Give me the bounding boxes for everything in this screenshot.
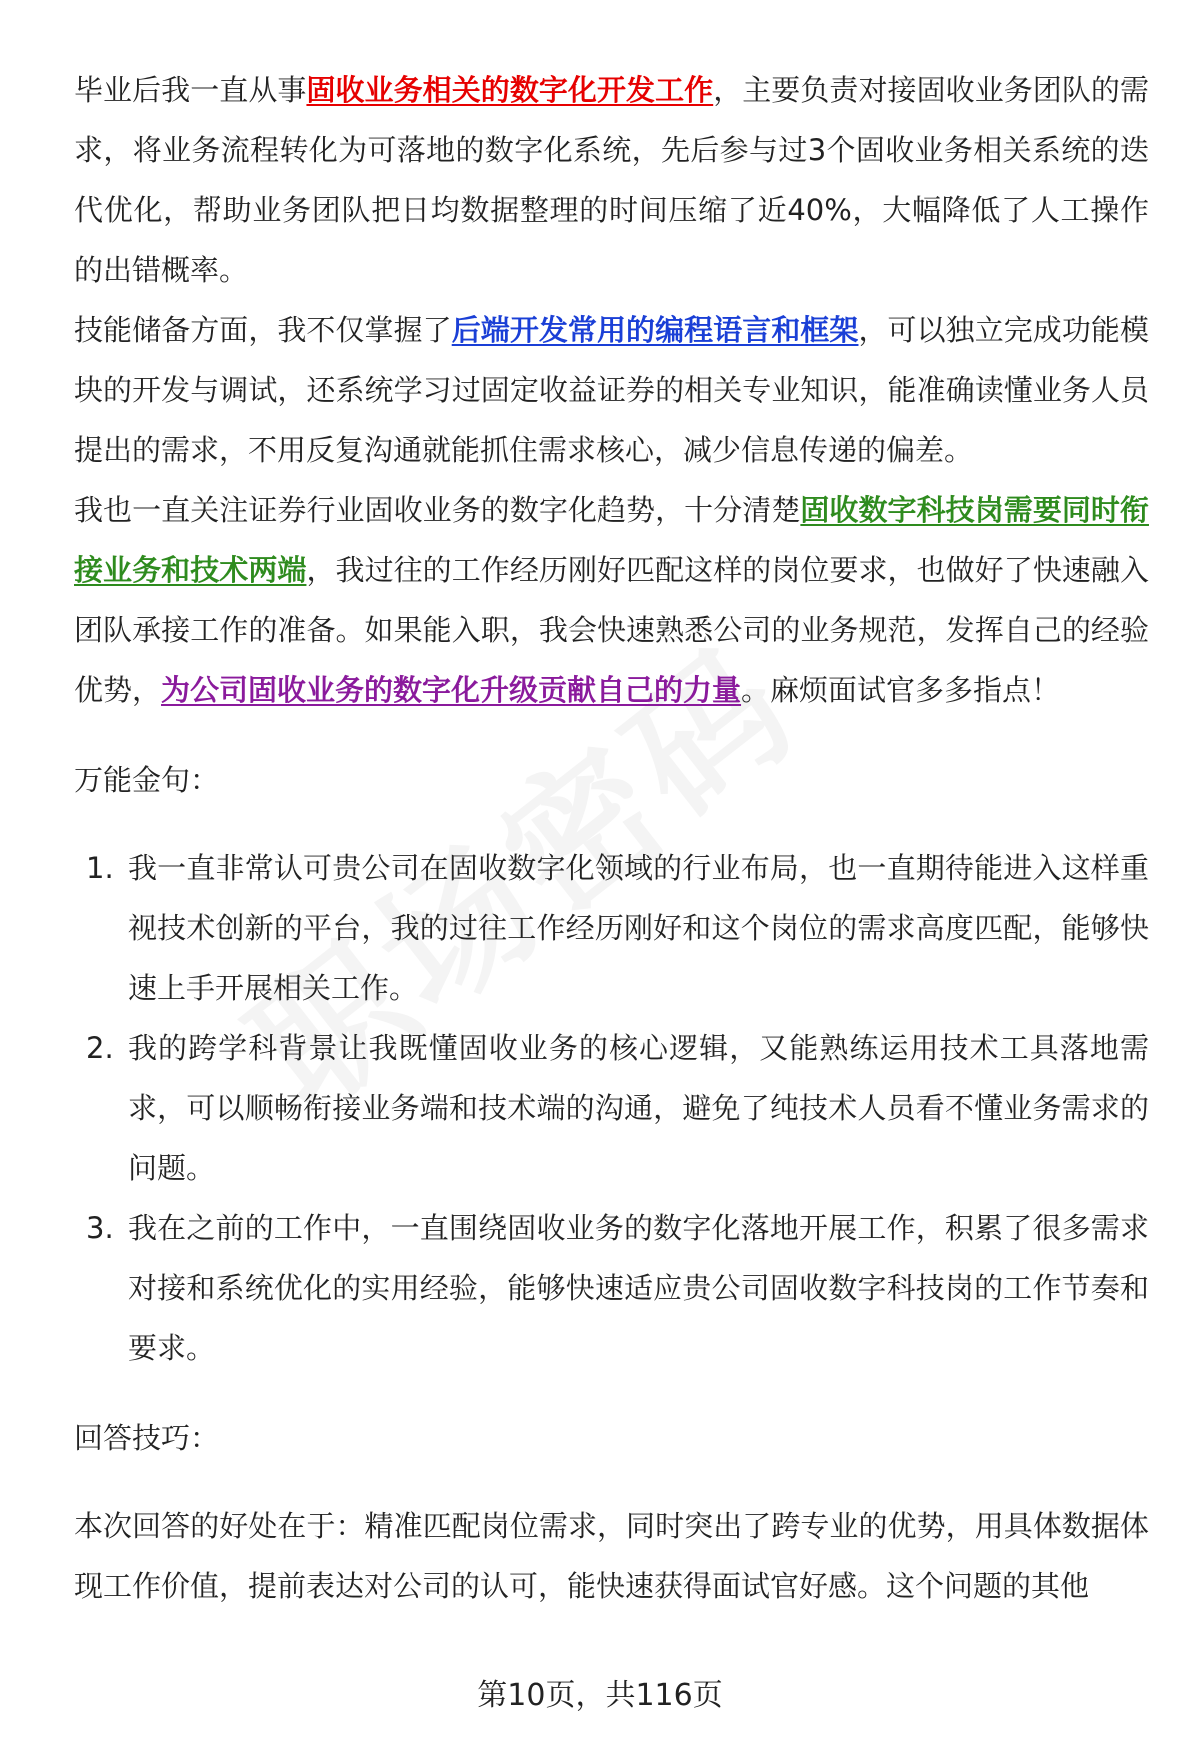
intro-p3-mid: ，我过往的工作经历刚好匹配这样的岗位要求，也做好了快速融入团队承接工作的准备。如果能入职，我会快速熟悉公司的业务规范，发挥自己的经验优势， [74, 553, 1149, 707]
intro-p1-pre: 毕业后我一直从事 [74, 73, 307, 107]
list-item [74, 1018, 1149, 1198]
answer-tips-heading: 回答技巧： [74, 1421, 220, 1455]
list-item-number: 3. [86, 1211, 114, 1245]
list-item-text: 我的跨学科背景让我既懂固收业务的核心逻辑，又能熟练运用技术工具落地需求，可以顺畅衔接业务端和技术端的沟通，避免了纯技术人员看不懂业务需求的问题。 [128, 1031, 1149, 1185]
intro-paragraph-3 [74, 480, 1149, 720]
intro-p2-pre: 技能储备方面，我不仅掌握了 [74, 313, 452, 347]
intro-p3-pre: 我也一直关注证券行业固收业务的数字化趋势，十分清楚 [74, 493, 801, 527]
intro-p1-post: ，主要负责对接固收业务团队的需求，将业务流程转化为可落地的数字化系统，先后参与过3个固收业务相关系统的迭代优化，帮助业务团队把日均数据整理的时间压缩了近40%，大幅降低了人工操作的出错概率。 [74, 73, 1149, 287]
list-item-text: 我一直非常认可贵公司在固收数字化领域的行业布局，也一直期待能进入这样重视技术创新的平台，我的过往工作经历刚好和这个岗位的需求高度匹配，能够快速上手开展相关工作。 [128, 851, 1149, 1005]
golden-sentences-list [74, 838, 1149, 1378]
list-item-text: 我在之前的工作中，一直围绕固收业务的数字化落地开展工作，积累了很多需求对接和系统优化的实用经验，能够快速适应贵公司固收数字科技岗的工作节奏和要求。 [128, 1211, 1149, 1365]
page-number: 第10页，共116页 [477, 1678, 723, 1713]
intro-p3-post: 。麻烦面试官多多指点！ [741, 673, 1061, 707]
highlight-red: 固收业务相关的数字化开发工作 [306, 73, 714, 107]
intro-p2-post: ，可以独立完成功能模块的开发与调试，还系统学习过固定收益证券的相关专业知识，能准确读懂业务人员提出的需求，不用反复沟通就能抓住需求核心，减少信息传递的偏差。 [74, 313, 1149, 467]
list-item-number: 2. [86, 1031, 114, 1065]
list-item [74, 1198, 1149, 1378]
highlight-purple: 为公司固收业务的数字化升级贡献自己的力量 [161, 673, 742, 707]
content [74, 60, 1149, 1616]
list-item [74, 838, 1149, 1018]
list-item-number: 1. [86, 851, 114, 885]
highlight-green: 固收数字科技岗需要同时衔接业务和技术两端 [74, 493, 1149, 587]
highlight-blue: 后端开发常用的编程语言和框架 [451, 313, 859, 347]
golden-sentences-heading: 万能金句： [74, 763, 220, 797]
answer-tips-paragraph: 本次回答的好处在于：精准匹配岗位需求，同时突出了跨专业的优势，用具体数据体现工作价值，提前表达对公司的认可，能快速获得面试官好感。这个问题的其他 [74, 1509, 1149, 1603]
intro-paragraph-1 [74, 60, 1149, 300]
intro-paragraph-2 [74, 300, 1149, 480]
